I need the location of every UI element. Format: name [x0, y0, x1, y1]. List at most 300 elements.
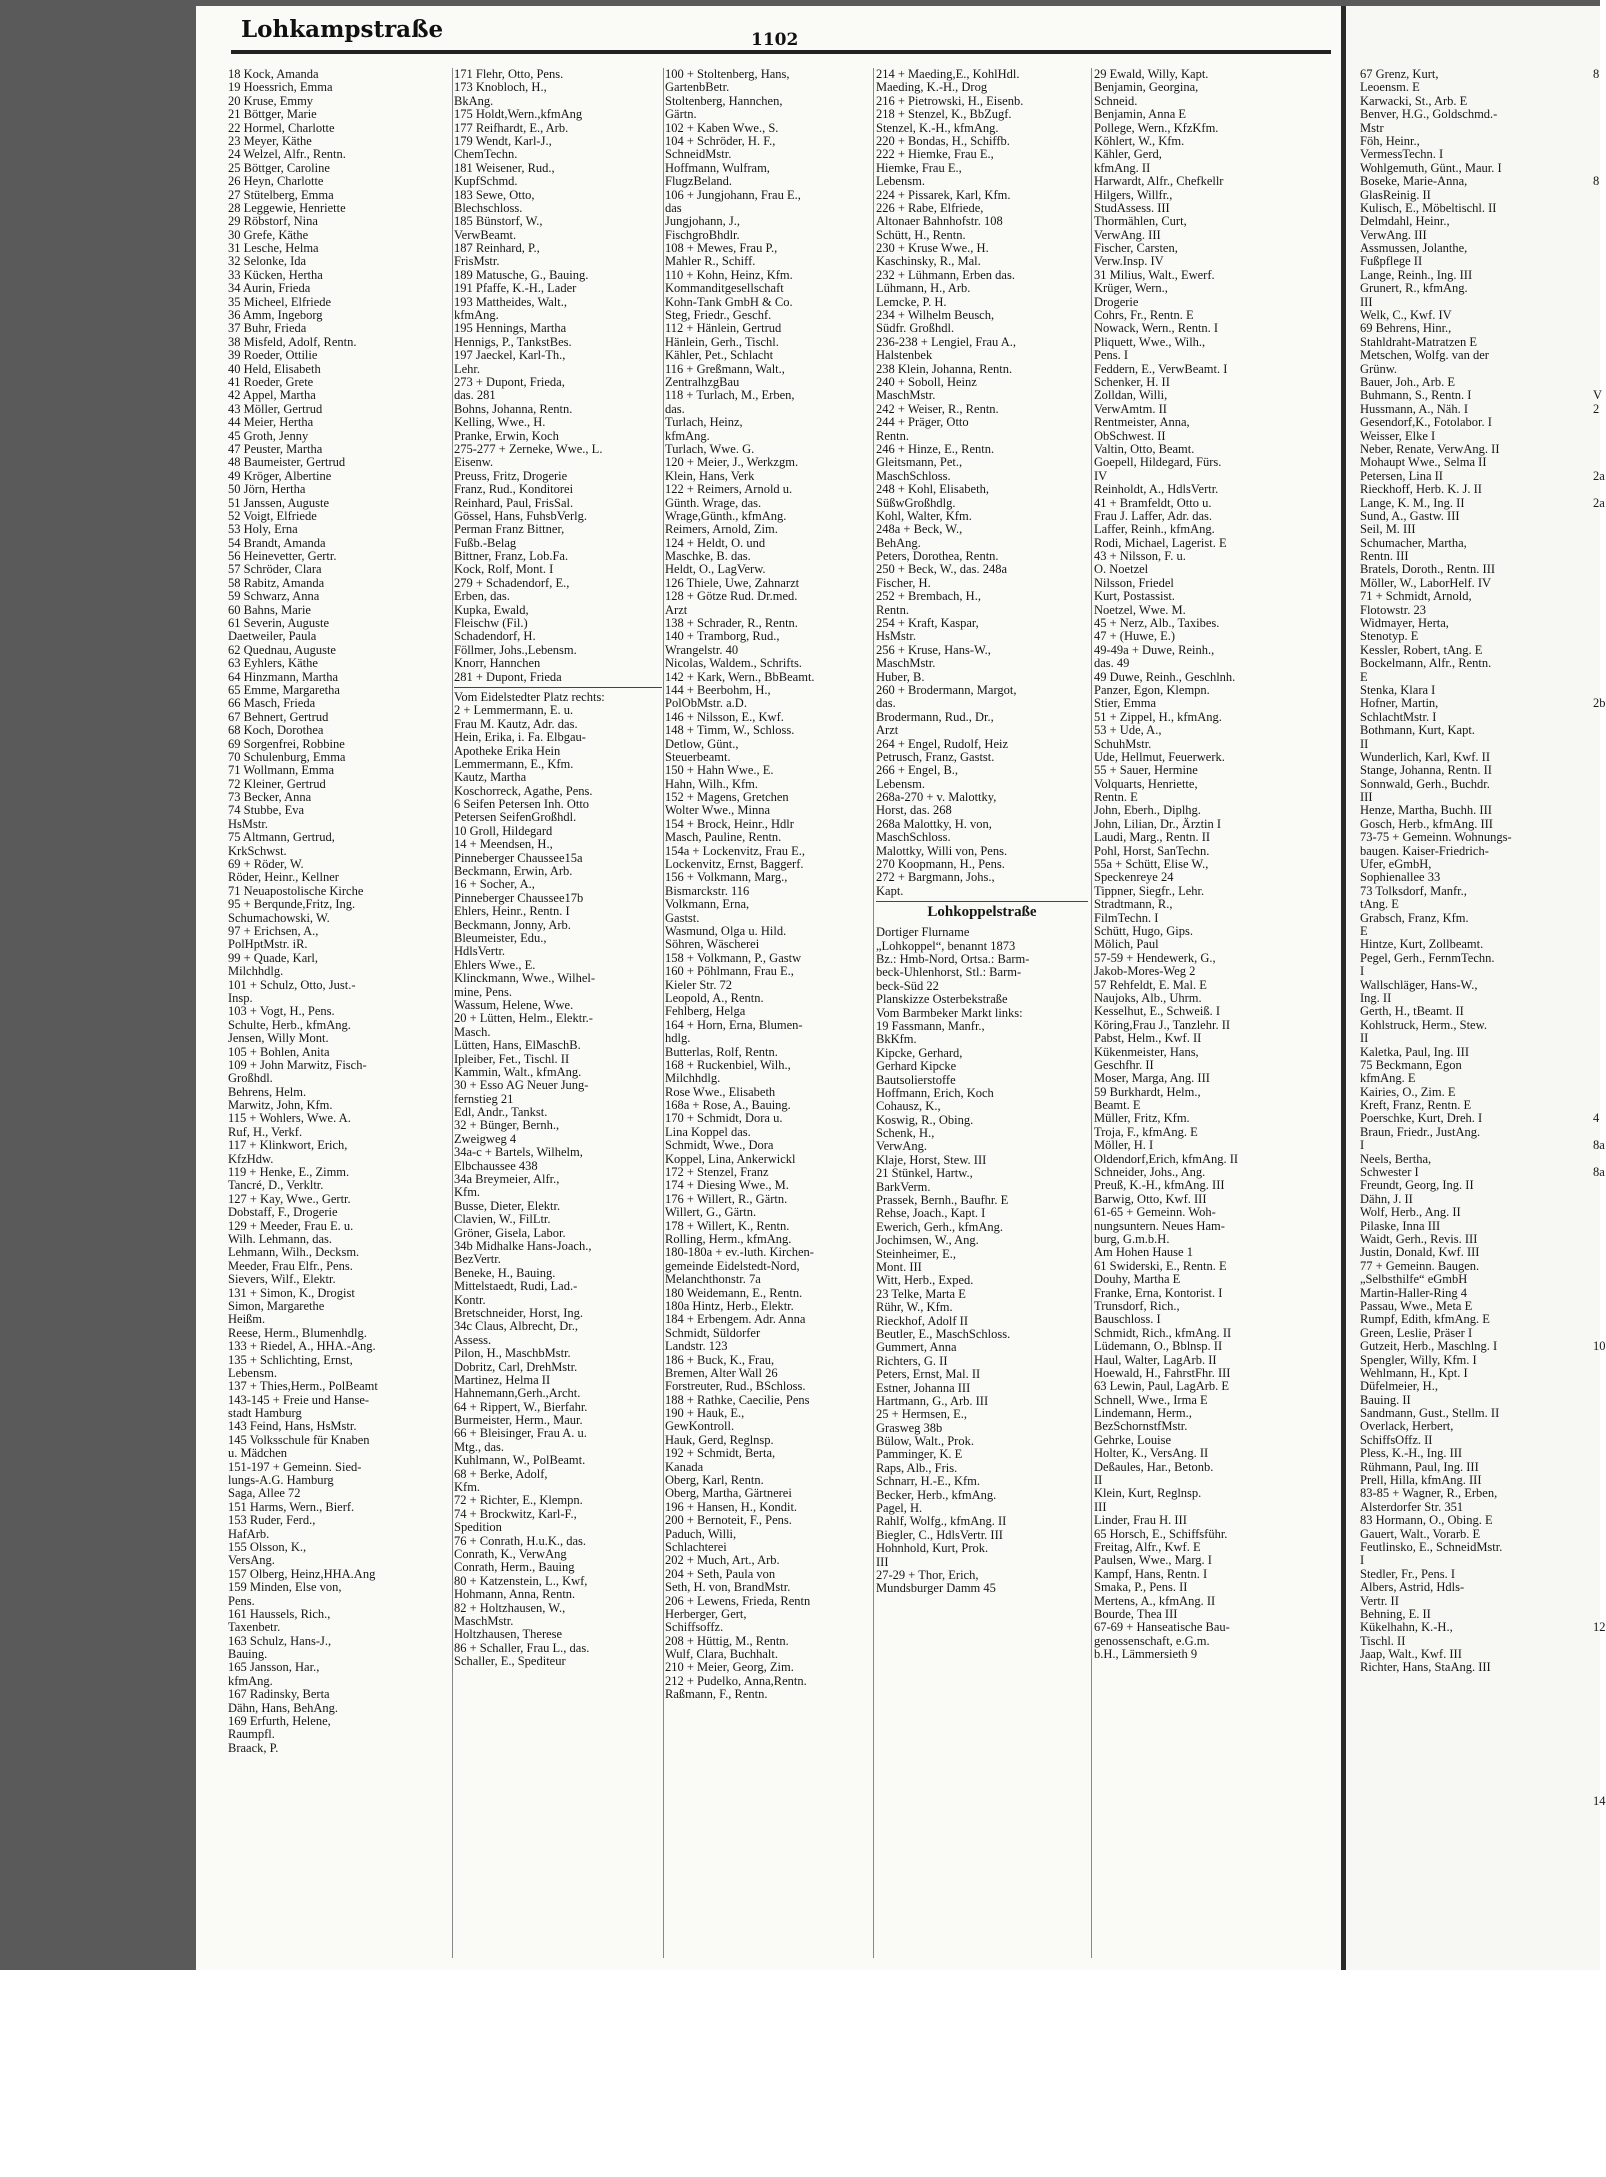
directory-entry: Busse, Dieter, Elektr.	[454, 1198, 561, 1213]
directory-entry: Pilaske, Inna III	[1360, 1218, 1441, 1233]
directory-entry: Dortiger Flurname	[876, 925, 970, 940]
directory-entry: kfmAng.	[454, 308, 499, 323]
directory-entry: 25 Böttger, Caroline	[228, 160, 330, 175]
directory-entry: Leoensm. E	[1360, 80, 1420, 95]
directory-entry: Gröner, Gisela, Labor.	[454, 1225, 566, 1240]
directory-entry: Laffer, Reinh., kfmAng.	[1094, 522, 1215, 537]
directory-entry: BezVertr.	[454, 1252, 501, 1267]
directory-entry: Kulisch, E., Möbeltischl. II	[1360, 200, 1497, 215]
directory-entry: Koschorreck, Agathe, Pens.	[454, 783, 593, 798]
directory-entry: III	[1360, 790, 1373, 805]
cut-off-fragment	[1593, 215, 1606, 228]
directory-entry: 34a-c + Bartels, Wilhelm,	[454, 1145, 583, 1160]
directory-entry: Saga, Allee 72	[228, 1486, 301, 1501]
directory-entry: SüßwGroßhdlg.	[876, 495, 956, 510]
directory-entry: Fußpflege II	[1360, 254, 1423, 269]
directory-entry: 151-197 + Gemeinn. Sied-	[228, 1459, 362, 1474]
directory-entry: Lebensm.	[876, 776, 925, 791]
cut-off-fragment	[1593, 229, 1606, 242]
directory-entry: Flotowstr. 23	[1360, 602, 1426, 617]
directory-entry: VerwAng. III	[1360, 227, 1427, 242]
directory-entry: Fleischw (Fil.)	[454, 616, 528, 631]
directory-entry: 250 + Beck, W., das. 248a	[876, 562, 1007, 577]
directory-entry: Panzer, Egon, Klempn.	[1094, 682, 1210, 697]
directory-entry: 246 + Hinze, E., Rentn.	[876, 441, 995, 456]
directory-entry: 240 + Soboll, Heinz	[876, 374, 977, 389]
cut-off-fragment	[1593, 456, 1606, 469]
directory-entry: Kuhlmann, W., PolBeamt.	[454, 1453, 586, 1468]
directory-entry: 212 + Pudelko, Anna,Rentn.	[665, 1673, 807, 1688]
directory-entry: VermessTechn. I	[1360, 147, 1444, 162]
directory-entry: 106 + Jungjohann, Frau E.,	[665, 187, 801, 202]
cut-off-fragment	[1593, 1581, 1606, 1594]
cut-off-fragment	[1593, 1313, 1606, 1326]
directory-entry: Mertens, A., kfmAng. II	[1094, 1593, 1216, 1608]
directory-entry: FilmTechn. I	[1094, 910, 1159, 925]
directory-entry: Gummert, Anna	[876, 1340, 957, 1355]
directory-entry: Melanchthonstr. 7a	[665, 1272, 761, 1287]
directory-entry: 188 + Rathke, Caecilie, Pens	[665, 1392, 810, 1407]
directory-entry: 26 Heyn, Charlotte	[228, 174, 324, 189]
directory-entry: 112 + Hänlein, Gertrud	[665, 321, 782, 336]
directory-entry: 173 Knobloch, H.,	[454, 80, 547, 95]
directory-entry: Richters, G. II	[876, 1353, 948, 1368]
directory-entry: Laudi, Marg., Rentn. II	[1094, 830, 1211, 845]
directory-entry: Deßaules, Har., Betonb.	[1094, 1459, 1214, 1474]
directory-entry: Feddern, E., VerwBeamt. I	[1094, 361, 1228, 376]
cut-off-fragment	[1593, 711, 1606, 724]
directory-entry: Hänlein, Gerh., Tischl.	[665, 334, 779, 349]
directory-entry: 31 Milius, Walt., Ewerf.	[1094, 267, 1215, 282]
directory-entry: 69 + Röder, W.	[228, 857, 304, 872]
cut-off-fragment	[1593, 912, 1606, 925]
directory-entry: 232 + Lühmann, Erben das.	[876, 267, 1015, 282]
directory-entry: Köring,Frau J., Tanzlehr. II	[1094, 1017, 1231, 1032]
directory-entry: Feutlinsko, E., SchneidMstr.	[1360, 1539, 1503, 1554]
directory-entry: Prell, Hilla, kfmAng. III	[1360, 1473, 1482, 1488]
directory-entry: 177 Reifhardt, E., Arb.	[454, 120, 569, 135]
directory-entry: Bautsolierstoffe	[876, 1072, 956, 1087]
directory-entry: 32 + Bünger, Bernh.,	[454, 1118, 560, 1133]
directory-entry: Schumacher, Martha,	[1360, 535, 1467, 550]
directory-entry: Taxenbetr.	[228, 1620, 281, 1635]
directory-entry: Butterlas, Rolf, Rentn.	[665, 1044, 778, 1059]
directory-entry: ZentralhzgBau	[665, 374, 740, 389]
cut-off-fragment	[1593, 349, 1606, 362]
directory-entry: Douhy, Martha E	[1094, 1272, 1181, 1287]
directory-entry: 264 + Engel, Rudolf, Heiz	[876, 736, 1009, 751]
directory-entry: Lange, K. M., Ing. II	[1360, 495, 1465, 510]
directory-entry: BkAng.	[454, 93, 494, 108]
directory-entry: Hoffmann, Erich, Koch	[876, 1085, 994, 1100]
directory-entry: PolObMstr. a.D.	[665, 696, 747, 711]
directory-entry: 168a + Rose, A., Bauing.	[665, 1098, 791, 1113]
cut-off-fragment: 12	[1593, 1620, 1606, 1635]
directory-entry: Röder, Heinr., Kellner	[228, 870, 339, 885]
directory-entry: 83 Hormann, O., Obing. E	[1360, 1513, 1493, 1528]
column-divider	[663, 68, 664, 1958]
directory-entry: GartenbBetr.	[665, 80, 730, 95]
directory-entry: Gerth, H., tBeamt. II	[1360, 1004, 1464, 1019]
directory-entry: das.	[665, 401, 685, 416]
directory-entry: Behning, E. II	[1360, 1606, 1431, 1621]
cut-off-fragment	[1593, 1675, 1606, 1688]
directory-entry: Ing. II	[1360, 990, 1392, 1005]
header-rule	[231, 50, 1331, 54]
directory-entry: Bourde, Thea III	[1094, 1606, 1178, 1621]
directory-entry: GewKontroll.	[665, 1419, 735, 1434]
cut-off-fragment	[1593, 1059, 1606, 1072]
directory-entry: 234 + Wilhelm Beusch,	[876, 308, 995, 323]
directory-entry: Föllmer, Johs.,Lebensm.	[454, 642, 577, 657]
cut-off-fragment	[1593, 1367, 1606, 1380]
directory-entry: Reimers, Arnold, Zim.	[665, 522, 778, 537]
directory-entry: 67-69 + Hanseatische Bau-	[1094, 1620, 1230, 1635]
directory-entry: 163 Schulz, Hans-J.,	[228, 1633, 332, 1648]
directory-entry: Bauing.	[228, 1647, 268, 1662]
directory-entry: Schenk, H.,	[876, 1126, 935, 1141]
directory-entry: 144 + Beerbohm, H.,	[665, 682, 771, 697]
directory-entry: 116 + Greßmann, Walt.,	[665, 361, 785, 376]
directory-entry: 120 + Meier, J., Werkzgm.	[665, 455, 799, 470]
directory-entry: Lütten, Hans, ElMaschB.	[454, 1038, 581, 1053]
directory-entry: 82 + Holtzhausen, W.,	[454, 1600, 566, 1615]
directory-entry: 39 Roeder, Ottilie	[228, 348, 318, 363]
directory-entry: 119 + Henke, E., Zimm.	[228, 1165, 350, 1180]
directory-entry: Preuss, Fritz, Drogerie	[454, 468, 568, 483]
directory-entry: Reese, Herm., Blumenhdlg.	[228, 1325, 367, 1340]
directory-entry: 230 + Kruse Wwe., H.	[876, 241, 989, 256]
directory-entry: Kaschinsky, R., Mal.	[876, 254, 981, 269]
directory-entry: Rentn. E	[1094, 790, 1138, 805]
directory-entry: b.H., Lämmersieth 9	[1094, 1647, 1198, 1662]
directory-entry: Benjamin, Anna E	[1094, 107, 1186, 122]
directory-entry: Lühmann, H., Arb.	[876, 281, 971, 296]
directory-entry: FlugzBeland.	[665, 174, 733, 189]
directory-entry: 124 + Heldt, O. und	[665, 535, 766, 550]
directory-entry: Clavien, W., FilLtr.	[454, 1212, 551, 1227]
directory-entry: das.	[876, 696, 896, 711]
directory-entry: Albers, Astrid, Hdls-	[1360, 1580, 1465, 1595]
directory-entry: 73 Tolksdorf, Manfr.,	[1360, 883, 1467, 898]
directory-entry: 41 Roeder, Grete	[228, 374, 314, 389]
directory-entry: 99 + Quade, Karl,	[228, 950, 319, 965]
directory-entry: Benver, H.G., Goldschmd.-	[1360, 107, 1498, 122]
directory-entry: Schmidt, Wwe., Dora	[665, 1138, 774, 1153]
directory-entry: ChemTechn.	[454, 147, 518, 162]
directory-entry: 52 Voigt, Elfriede	[228, 508, 317, 523]
directory-entry: Peters, Ernst, Mal. II	[876, 1367, 981, 1382]
directory-entry: 268a Malottky, H. von,	[876, 816, 992, 831]
cut-off-fragment: 2b	[1593, 696, 1606, 711]
cut-off-fragment	[1593, 751, 1606, 764]
directory-entry: Daetweiler, Paula	[228, 629, 317, 644]
directory-entry: Hoffmann, Wulfram,	[665, 160, 770, 175]
directory-entry: 117 + Klinkwort, Erich,	[228, 1138, 348, 1153]
directory-entry: 160 + Pöhlmann, Frau E.,	[665, 964, 794, 979]
cut-off-fragment	[1593, 818, 1606, 831]
directory-entry: 71 + Schmidt, Arnold,	[1360, 589, 1472, 604]
directory-entry: Mittelstaedt, Rudi, Lad.-	[454, 1279, 578, 1294]
directory-entry: 49 Duwe, Reinh., Geschlnh.	[1094, 669, 1236, 684]
directory-entry: 49-49a + Duwe, Reinh.,	[1094, 642, 1215, 657]
cut-off-fragment	[1593, 1046, 1606, 1059]
directory-entry: 35 Micheel, Elfriede	[228, 294, 332, 309]
directory-entry: Jaap, Walt., Kwf. III	[1360, 1647, 1462, 1662]
directory-entry: 152 + Magens, Gretchen	[665, 790, 789, 805]
directory-entry: Spengler, Willy, Kfm. I	[1360, 1352, 1477, 1367]
cut-off-fragment	[1593, 1728, 1606, 1741]
directory-entry: Lehmann, Wilh., Decksm.	[228, 1245, 360, 1260]
directory-entry: Frau J. Laffer, Adr. das.	[1094, 508, 1212, 523]
cut-off-fragment	[1593, 938, 1606, 951]
directory-entry: BarkVerm.	[876, 1179, 931, 1194]
directory-entry: 72 Kleiner, Gertrud	[228, 776, 326, 791]
directory-entry: 53 + Ude, A.,	[1094, 723, 1162, 738]
directory-entry: Kelling, Wwe., H.	[454, 415, 546, 430]
directory-entry: Hoewald, H., FahrstFhr. III	[1094, 1365, 1231, 1380]
directory-entry: Blechschloss.	[454, 200, 523, 215]
directory-entry: 20 + Lütten, Helm., Elektr.-	[454, 1011, 593, 1026]
directory-entry: 45 Groth, Jenny	[228, 428, 309, 443]
directory-entry: Wulf, Clara, Buchhalt.	[665, 1647, 779, 1662]
cut-off-fragment	[1593, 657, 1606, 670]
directory-entry: 57-59 + Hendewerk, G.,	[1094, 950, 1216, 965]
directory-entry: Hofner, Martin,	[1360, 696, 1439, 711]
directory-entry: 68 Koch, Dorothea	[228, 723, 324, 738]
directory-entry: I	[1360, 1553, 1365, 1568]
directory-entry: Wunderlich, Karl, Kwf. II	[1360, 749, 1491, 764]
directory-entry: Preuß, K.-H., kfmAng. III	[1094, 1178, 1225, 1193]
cut-off-fragment	[1593, 563, 1606, 576]
directory-entry: 105 + Bohlen, Anita	[228, 1044, 330, 1059]
directory-entry: Paulsen, Wwe., Marg. I	[1094, 1553, 1212, 1568]
directory-entry: Pens.	[228, 1593, 255, 1608]
directory-entry: Kreft, Franz, Rentn. E	[1360, 1098, 1472, 1113]
directory-entry: 66 Masch, Frieda	[228, 696, 316, 711]
cut-off-fragment: 2	[1593, 401, 1600, 416]
directory-entry: 150 + Hahn Wwe., E.	[665, 763, 774, 778]
directory-entry: Vom Eidelstedter Platz rechts:	[454, 689, 605, 704]
directory-entry: Bohns, Johanna, Rentn.	[454, 401, 573, 416]
directory-entry: IV	[1094, 468, 1108, 483]
directory-entry: Edl, Andr., Tankst.	[454, 1105, 548, 1120]
directory-entry: VersAng.	[228, 1553, 275, 1568]
directory-entry: 19 Fassmann, Manfr.,	[876, 1018, 985, 1033]
directory-entry: Kesselhut, E., Schweiß. I	[1094, 1004, 1221, 1019]
directory-entry: „Selbsthilfe“ eGmbH	[1360, 1272, 1468, 1287]
directory-entry: Hohmann, Anna, Rentn.	[454, 1587, 576, 1602]
directory-entry: Lebensm.	[876, 174, 925, 189]
directory-entry: Witt, Herb., Exped.	[876, 1273, 974, 1288]
directory-entry: Düfelmeier, H.,	[1360, 1379, 1438, 1394]
column-1	[228, 68, 452, 1755]
directory-entry: 252 + Brembach, H.,	[876, 589, 981, 604]
directory-entry: Welk, C., Kwf. IV	[1360, 308, 1452, 323]
directory-entry: 180-180a + ev.-luth. Kirchen-	[665, 1245, 814, 1260]
directory-entry: 100 + Stoltenberg, Hans,	[665, 67, 790, 81]
directory-entry: 128 + Götze Rud. Dr.med.	[665, 589, 798, 604]
directory-entry: Martinez, Helma II	[454, 1372, 551, 1387]
directory-entry: Jungjohann, J.,	[665, 214, 740, 229]
directory-entry: Kampf, Hans, Rentn. I	[1094, 1566, 1208, 1581]
directory-entry: Stenzel, K.-H., kfmAng.	[876, 120, 999, 135]
cut-off-fragment	[1593, 1287, 1606, 1300]
directory-entry: Tancré, D., Verkltr.	[228, 1178, 324, 1193]
directory-entry: 34a Breymeier, Alfr.,	[454, 1172, 560, 1187]
directory-entry: Weisser, Elke I	[1360, 428, 1436, 443]
cut-off-fragment	[1593, 322, 1606, 335]
directory-entry: Elbchaussee 438	[454, 1158, 538, 1173]
directory-entry: Forstreuter, Rud., BSchloss.	[665, 1379, 806, 1394]
directory-entry: Barwig, Otto, Kwf. III	[1094, 1191, 1207, 1206]
directory-entry: Dähn, J. II	[1360, 1191, 1413, 1206]
cut-off-fragment	[1593, 1769, 1606, 1782]
directory-entry: Hartmann, G., Arb. III	[876, 1393, 989, 1408]
directory-entry: Beneke, H., Bauing.	[454, 1265, 556, 1280]
cut-off-fragment	[1593, 898, 1606, 911]
directory-entry: Apotheke Erika Hein	[454, 743, 561, 758]
directory-entry: Gesendorf,K., Fotolabor. I	[1360, 415, 1492, 430]
directory-entry: 34 Aurin, Frieda	[228, 281, 311, 296]
directory-entry: HdlsVertr.	[454, 944, 506, 959]
directory-entry: Dobstaff, F., Drogerie	[228, 1205, 338, 1220]
cut-off-fragment	[1593, 162, 1606, 175]
directory-entry: 63 Eyhlers, Käthe	[228, 656, 318, 671]
directory-entry: Simon, Margarethe	[228, 1298, 325, 1313]
directory-entry: 27-29 + Thor, Erich,	[876, 1567, 979, 1582]
directory-entry: Smaka, P., Pens. II	[1094, 1580, 1188, 1595]
cut-off-fragment	[1593, 1568, 1606, 1581]
directory-entry: Kautz, Martha	[454, 770, 527, 785]
directory-entry: 216 + Pietrowski, H., Eisenb.	[876, 93, 1024, 108]
directory-entry: Pabst, Helm., Kwf. II	[1094, 1031, 1202, 1046]
directory-entry: MaschMstr.	[876, 656, 936, 671]
directory-entry: Conrath, Herm., Bauing	[454, 1560, 575, 1575]
directory-entry: Wohlgemuth, Günt., Maur. I	[1360, 160, 1502, 175]
cut-off-fragment	[1593, 590, 1606, 603]
directory-entry: III	[1360, 294, 1373, 309]
cut-off-fragment	[1593, 604, 1606, 617]
directory-entry: VerwBeamt.	[454, 227, 517, 242]
directory-entry: Kurt, Postassist.	[1094, 589, 1175, 604]
cut-off-fragment	[1593, 1608, 1606, 1621]
directory-entry: Gosch, Herb., kfmAng. III	[1360, 816, 1493, 831]
directory-entry: Masch, Pauline, Rentn.	[665, 830, 782, 845]
directory-entry: das. 281	[454, 388, 496, 403]
section-rule	[876, 901, 1088, 902]
directory-entry: Am Hohen Hause 1	[1094, 1245, 1193, 1260]
directory-entry: E	[1360, 924, 1368, 938]
directory-entry: Meeder, Frau Elfr., Pens.	[228, 1258, 353, 1273]
directory-entry: Behrens, Helm.	[228, 1084, 307, 1099]
directory-entry: 195 Hennings, Martha	[454, 321, 567, 336]
directory-entry: Holter, K., VersAng. II	[1094, 1446, 1209, 1461]
cut-off-fragment	[1593, 577, 1606, 590]
directory-entry: SchlachtMstr. I	[1360, 709, 1437, 724]
directory-entry: VerwAmtm. II	[1094, 401, 1167, 416]
directory-entry: 74 + Brockwitz, Karl-F.,	[454, 1506, 577, 1521]
cut-off-fragment	[1593, 925, 1606, 938]
directory-entry: 178 + Willert, K., Rentn.	[665, 1218, 790, 1233]
directory-entry: Koswig, R., Obing.	[876, 1112, 974, 1127]
directory-entry: Bittner, Franz, Lob.Fa.	[454, 549, 569, 564]
directory-entry: Haul, Walter, LagArb. II	[1094, 1352, 1217, 1367]
directory-entry: Pilon, H., MaschbMstr.	[454, 1346, 571, 1361]
cut-off-fragment	[1593, 1206, 1606, 1219]
directory-entry: 42 Appel, Martha	[228, 388, 316, 403]
directory-entry: genossenschaft, e.G.m.	[1094, 1633, 1210, 1648]
directory-entry: E	[1360, 669, 1368, 684]
directory-entry: 83-85 + Wagner, R., Erben,	[1360, 1486, 1498, 1501]
directory-entry: Söhren, Wäscherei	[665, 937, 760, 952]
directory-entry: 65 Horsch, E., Schiffsführ.	[1094, 1526, 1228, 1541]
cut-off-fragment	[1593, 269, 1606, 282]
directory-entry: Bauschloss. I	[1094, 1312, 1161, 1327]
cut-off-fragment: 4	[1593, 1111, 1600, 1126]
directory-entry: Turlach, Heinz,	[665, 415, 743, 430]
directory-entry: beck-Süd 22	[876, 978, 939, 993]
directory-entry: 151 Harms, Wern., Bierf.	[228, 1499, 355, 1514]
directory-entry: Hahnemann,Gerh.,Archt.	[454, 1386, 581, 1401]
directory-entry: Wassum, Helene, Wwe.	[454, 997, 574, 1012]
directory-entry: 69 Sorgenfrei, Robbine	[228, 736, 345, 751]
directory-entry: Stoltenberg, Hannchen,	[665, 93, 783, 108]
directory-entry: Braun, Friedr., JustAng.	[1360, 1124, 1481, 1139]
directory-entry: Gehrke, Louise	[1094, 1432, 1172, 1447]
column-divider	[873, 68, 874, 1958]
directory-entry: kfmAng.	[228, 1673, 273, 1688]
directory-entry: Krüger, Wern.,	[1094, 281, 1168, 296]
directory-entry: 185 Bünstorf, W.,	[454, 214, 543, 229]
directory-entry: Rieckhoff, Herb. K. J. II	[1360, 482, 1482, 497]
directory-entry: 70 Schulenburg, Emma	[228, 749, 346, 764]
directory-entry: Estner, Johanna III	[876, 1380, 971, 1395]
directory-entry: 180 Weidemann, E., Rentn.	[665, 1285, 803, 1300]
directory-entry: 50 Jörn, Hertha	[228, 482, 306, 497]
cut-off-column	[1593, 68, 1606, 1809]
directory-entry: Rentn. III	[1360, 549, 1409, 564]
directory-entry: Troja, F., kfmAng. E	[1094, 1124, 1198, 1139]
directory-entry: Bothmann, Kurt, Kapt.	[1360, 723, 1475, 738]
directory-entry: Willert, G., Gärtn.	[665, 1205, 757, 1220]
directory-entry: 48 Baumeister, Gertrud	[228, 455, 346, 470]
directory-entry: Kommanditgesellschaft	[665, 281, 784, 296]
directory-entry: Bremen, Alter Wall 26	[665, 1365, 778, 1380]
directory-entry: Kock, Rolf, Mont. I	[454, 562, 554, 577]
cut-off-fragment	[1593, 108, 1606, 121]
directory-entry: Leopold, A., Rentn.	[665, 990, 764, 1005]
directory-entry: Alsterdorfer Str. 351	[1360, 1499, 1464, 1514]
page-number: 1102	[751, 30, 799, 50]
directory-entry: Kairies, O., Zim. E	[1360, 1084, 1456, 1099]
directory-entry: 43 + Nilsson, F. u.	[1094, 549, 1186, 564]
directory-entry: 77 + Gemeinn. Baugen.	[1360, 1258, 1480, 1273]
directory-entry: III	[1094, 1499, 1107, 1514]
cut-off-fragment	[1593, 804, 1606, 817]
directory-entry: 129 + Meeder, Frau E. u.	[228, 1218, 354, 1233]
directory-entry: Oberg, Martha, Gärtnerei	[665, 1486, 792, 1501]
directory-entry: Ehlers Wwe., E.	[454, 957, 536, 972]
directory-entry: Kükelhahn, K.-H.,	[1360, 1620, 1453, 1635]
cut-off-fragment	[1593, 764, 1606, 777]
cut-off-fragment	[1593, 1702, 1606, 1715]
directory-entry: Wasmund, Olga u. Hild.	[665, 924, 787, 938]
directory-entry: Gauert, Walt., Vorarb. E	[1360, 1526, 1481, 1541]
directory-entry: Schütt, Hugo, Gips.	[1094, 924, 1193, 938]
directory-entry: Stenka, Klara I	[1360, 682, 1436, 697]
directory-entry: Stenotyp. E	[1360, 629, 1419, 644]
